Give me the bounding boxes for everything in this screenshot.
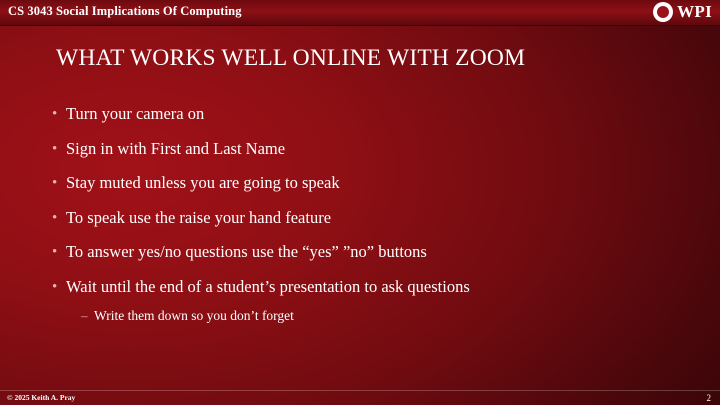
dash-marker-icon: – — [81, 308, 88, 323]
list-item — [52, 241, 682, 263]
list-item — [52, 138, 682, 160]
bullet-marker-icon: • — [52, 106, 58, 122]
list-item — [52, 207, 682, 229]
list-item — [52, 172, 682, 194]
slide-header-bar — [0, 0, 720, 26]
sub-list-item-label: Write them down so you don’t forget — [94, 308, 294, 323]
bullet-list — [52, 103, 682, 325]
bullet-marker-icon: • — [52, 209, 58, 226]
copyright-notice: © 2025 Keith A. Pray — [7, 393, 76, 402]
footer-divider — [0, 390, 720, 391]
page-title: WHAT WORKS WELL ONLINE WITH ZOOM — [56, 45, 526, 71]
list-item-label: Wait until the end of a student’s presentation to ask questions — [66, 276, 470, 296]
page-number: 2 — [706, 393, 711, 403]
bullet-marker-icon: • — [52, 175, 58, 191]
list-item-label: Stay muted unless you are going to speak — [66, 173, 340, 192]
sub-list-item — [81, 306, 682, 325]
wpi-logo-text: WPI — [677, 2, 712, 21]
list-item-label: To answer yes/no questions use the “yes” ”no” buttons — [66, 242, 427, 261]
list-item-label: To speak use the raise your hand feature — [66, 207, 332, 227]
bullet-marker-icon: • — [52, 278, 58, 295]
wpi-seal-icon — [653, 2, 673, 22]
list-item — [52, 103, 682, 125]
course-title: CS 3043 Social Implications Of Computing — [8, 4, 242, 18]
bullet-marker-icon: • — [52, 140, 58, 157]
list-item-label: Sign in with First and Last Name — [66, 138, 286, 158]
list-item-label: Turn your camera on — [66, 104, 205, 123]
list-item — [52, 276, 682, 298]
wpi-logo — [653, 2, 712, 22]
bullet-marker-icon: • — [52, 244, 58, 260]
